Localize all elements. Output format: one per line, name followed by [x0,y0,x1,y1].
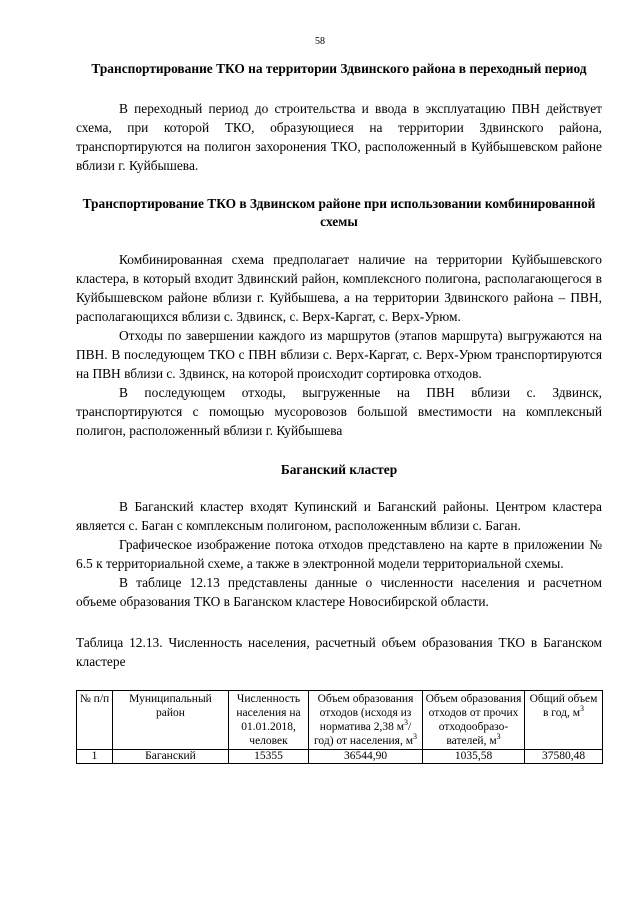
paragraph: В последующем отходы, выгруженные на ПВН вблизи с. Здвинск, транспортируются с помощью мусоровозов большой вместимости на комплексный полигон, расположенный вблизи г. Куйбышева [76,385,602,438]
page-content [76,60,602,764]
header-volume-other [423,691,525,750]
paragraph: В таблице 12.13 представлены данные о численности населения и расчетном объеме образования ТКО в Баганском кластере Новосибирской области. [76,575,602,609]
paragraph: Графическое изображение потока отходов представлено на карте в приложении № 6.5 к территориальной схеме, а также в электронной модели территориальной схемы. [76,537,602,571]
header-volume-norm [309,691,423,750]
superscript: 3 [496,732,501,742]
header-total [525,691,603,750]
cell-population: 15355 [229,750,309,764]
superscript: 3 [412,732,417,742]
paragraph: Комбинированная схема предполагает наличие на территории Куйбышевского кластера, в который входит Здвинский район, комплексного полигона, располагающегося в Куйбышевском районе вблизи г. Куйбышева, а на территории Здвинского района – ПВН, располагающихся вблизи с. Здвинск, с. Верх-Каргат, с. Верх-Урюм. [76,252,602,324]
table-header-row [77,691,603,750]
header-municipality: Муниципальный район [113,691,229,750]
table-caption: Таблица 12.13. Численность населения, расчетный объем образования ТКО в Баганском кластере [76,635,602,669]
header-volume-norm-mid: /год) от населения, м [314,721,413,747]
superscript: 3 [404,718,408,728]
header-num: № п/п [77,691,113,750]
header-volume-other-text: Объем образования отходов от прочих отходообразо-вателей, м [425,693,522,747]
cell-volume-norm: 36544,90 [309,750,423,764]
section-heading-transition: Транспортирование ТКО на территории Здвинского района в переходный период [91,61,587,76]
header-total-text: Общий объем в год, м [529,693,598,719]
page-number: 58 [315,36,325,47]
population-waste-table [76,690,603,764]
cell-num: 1 [77,750,113,764]
paragraph: Отходы по завершении каждого из маршрутов (этапов маршрута) выгружаются на ПВН. В последующем ТКО с ПВН вблизи с. Верх-Каргат, с. Верх-Урюм транспортируются на ПВН вблизи с. Здвинск, на которой происходит сортировка отходов. [76,328,602,381]
section-heading-bagan-cluster: Баганский кластер [280,462,398,477]
paragraph: В Баганский кластер входят Купинский и Баганский районы. Центром кластера является с. Баган с комплексным полигоном, расположенным вблизи с. Баган. [76,499,602,533]
header-population: Численность населения на 01.01.2018, человек [229,691,309,750]
cell-volume-other: 1035,58 [423,750,525,764]
table-row [77,750,603,764]
superscript: 3 [580,704,585,714]
cell-total: 37580,48 [525,750,603,764]
paragraph: В переходный период до строительства и ввода в эксплуатацию ПВН действует схема, при которой ТКО, образующиеся на территории Здвинского района, транспортируются на полигон захоронения ТКО, расположенный в Куйбышевском районе вблизи г. Куйбышева. [76,101,602,173]
header-volume-norm-text: Объем образования отходов (исходя из норматива 2,38 м [317,693,414,733]
cell-municipality: Баганский [113,750,229,764]
section-heading-combined: Транспортирование ТКО в Здвинском районе при использовании комбинированной схемы [82,196,596,229]
